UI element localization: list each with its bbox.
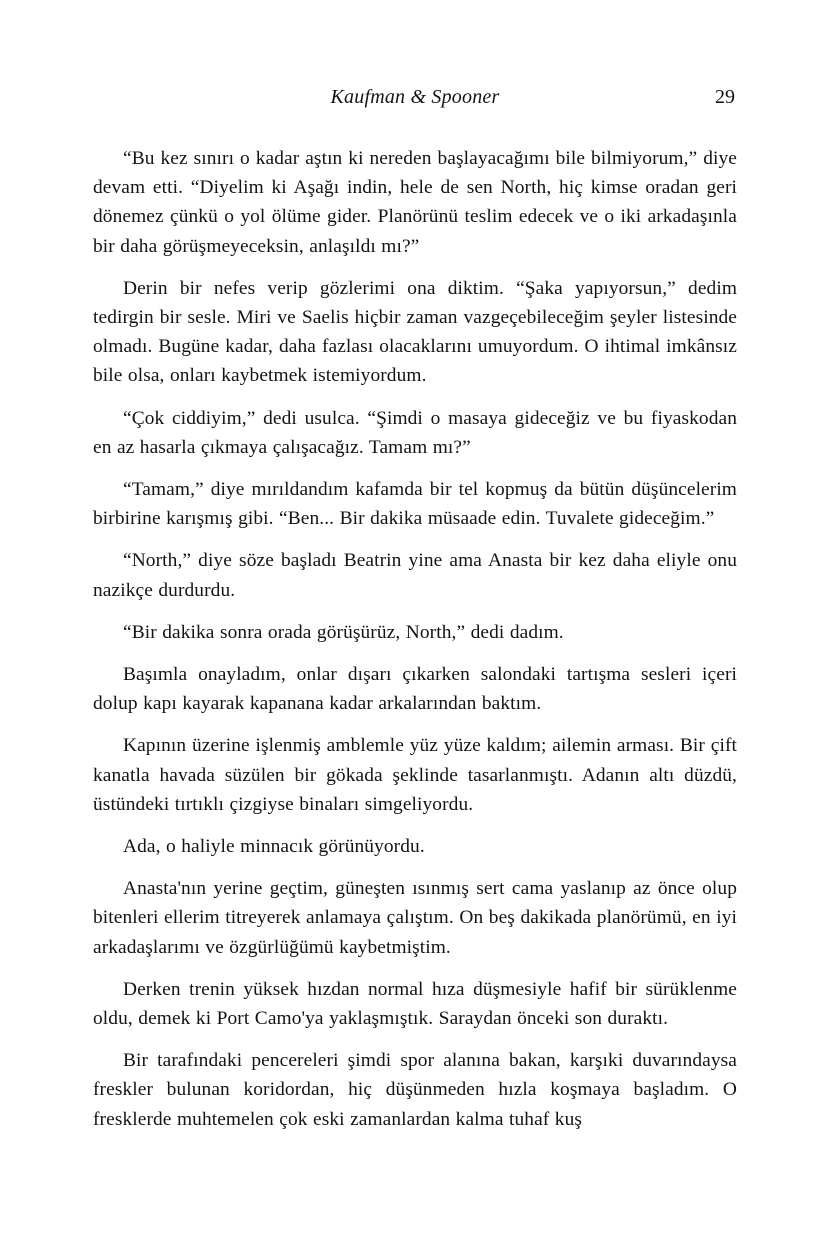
paragraph-5: “North,” diye söze başladı Beatrin yine ama Anasta bir kez daha eliyle onu nazikçe durdurdu. — [93, 550, 737, 601]
paragraph-11: Derken trenin yüksek hızdan normal hıza düşmesiyle hafif bir sürüklenme oldu, demek ki Port Camo'ya yaklaşmıştık. Saraydan önceki son duraktı. — [93, 978, 737, 1030]
paragraph-2: Derin bir nefes verip gözlerimi ona diktim. “Şaka yapıyorsun,” dedim tedirgin bir sesle. Miri ve Saelis hiçbir zaman vazgeçebileceğim şeyler listesinde olmadı. Bugüne kadar, daha fazlası olacaklarını umuyordum. O ihtimal imkânsız bile olsa, onları kaybetmek istemiyordum. — [93, 277, 737, 387]
paragraph-12: Bir tarafındaki pencereleri şimdi spor alanına bakan, karşıki duvarındaysa freskler bulunan koridordan, hiç düşünmeden hızla koşmaya başladım. O fresklerde muhtemelen çok eski zamanlardan kalma tuhaf kuş — [93, 1050, 737, 1130]
page-body — [93, 144, 737, 1134]
paragraph-7: Başımla onayladım, onlar dışarı çıkarken salondaki tartışma sesleri içeri dolup kapı kayarak kapanana kadar arkalarından baktım. — [93, 664, 737, 715]
paragraph-9: Ada, o haliyle minnacık görünüyordu. — [123, 836, 425, 858]
page-header — [93, 86, 737, 112]
paragraph-4: “Tamam,” diye mırıldandım kafamda bir tel kopmuş da bütün düşüncelerim birbirine karışmış gibi. “Ben... Bir dakika müsaade edin. Tuvalete gideceğim.” — [93, 479, 737, 530]
running-title: Kaufman & Spooner — [330, 86, 500, 108]
paragraph-3: “Çok ciddiyim,” dedi usulca. “Şimdi o masaya gideceğiz ve bu fiyaskodan en az hasarla çıkmaya çalışacağız. Tamam mı?” — [93, 407, 737, 458]
paragraph-10: Anasta'nın yerine geçtim, güneşten ısınmış sert cama yaslanıp az önce olup bitenleri ellerim titreyerek anlamaya çalıştım. On beş dakikada planörümü, en iyi arkadaşlarımı ve özgürlüğümü kaybetmiştim. — [93, 878, 737, 958]
paragraph-6: “Bir dakika sonra orada görüşürüz, North,” dedi dadım. — [123, 621, 564, 643]
paragraph-1: “Bu kez sınırı o kadar aştın ki nereden başlayacağımı bile bilmiyorum,” diye devam etti. “Diyelim ki Aşağı indin, hele de sen North, hiç kimse oradan geri dönemez çünkü o yol ölüme gider. Planörünü teslim edecek ve o iki arkadaşınla bir daha görüşmeyeceksin, anlaşıldı mı?” — [93, 148, 737, 257]
paragraph-8: Kapının üzerine işlenmiş amblemle yüz yüze kaldım; ailemin arması. Bir çift kanatla havada süzülen bir gökada şeklinde tasarlanmıştı. Adanın altı düzdü, üstündeki tırtıklı çizgiyse binaları simgeliyordu. — [93, 735, 737, 815]
page-number: 29 — [715, 86, 735, 108]
